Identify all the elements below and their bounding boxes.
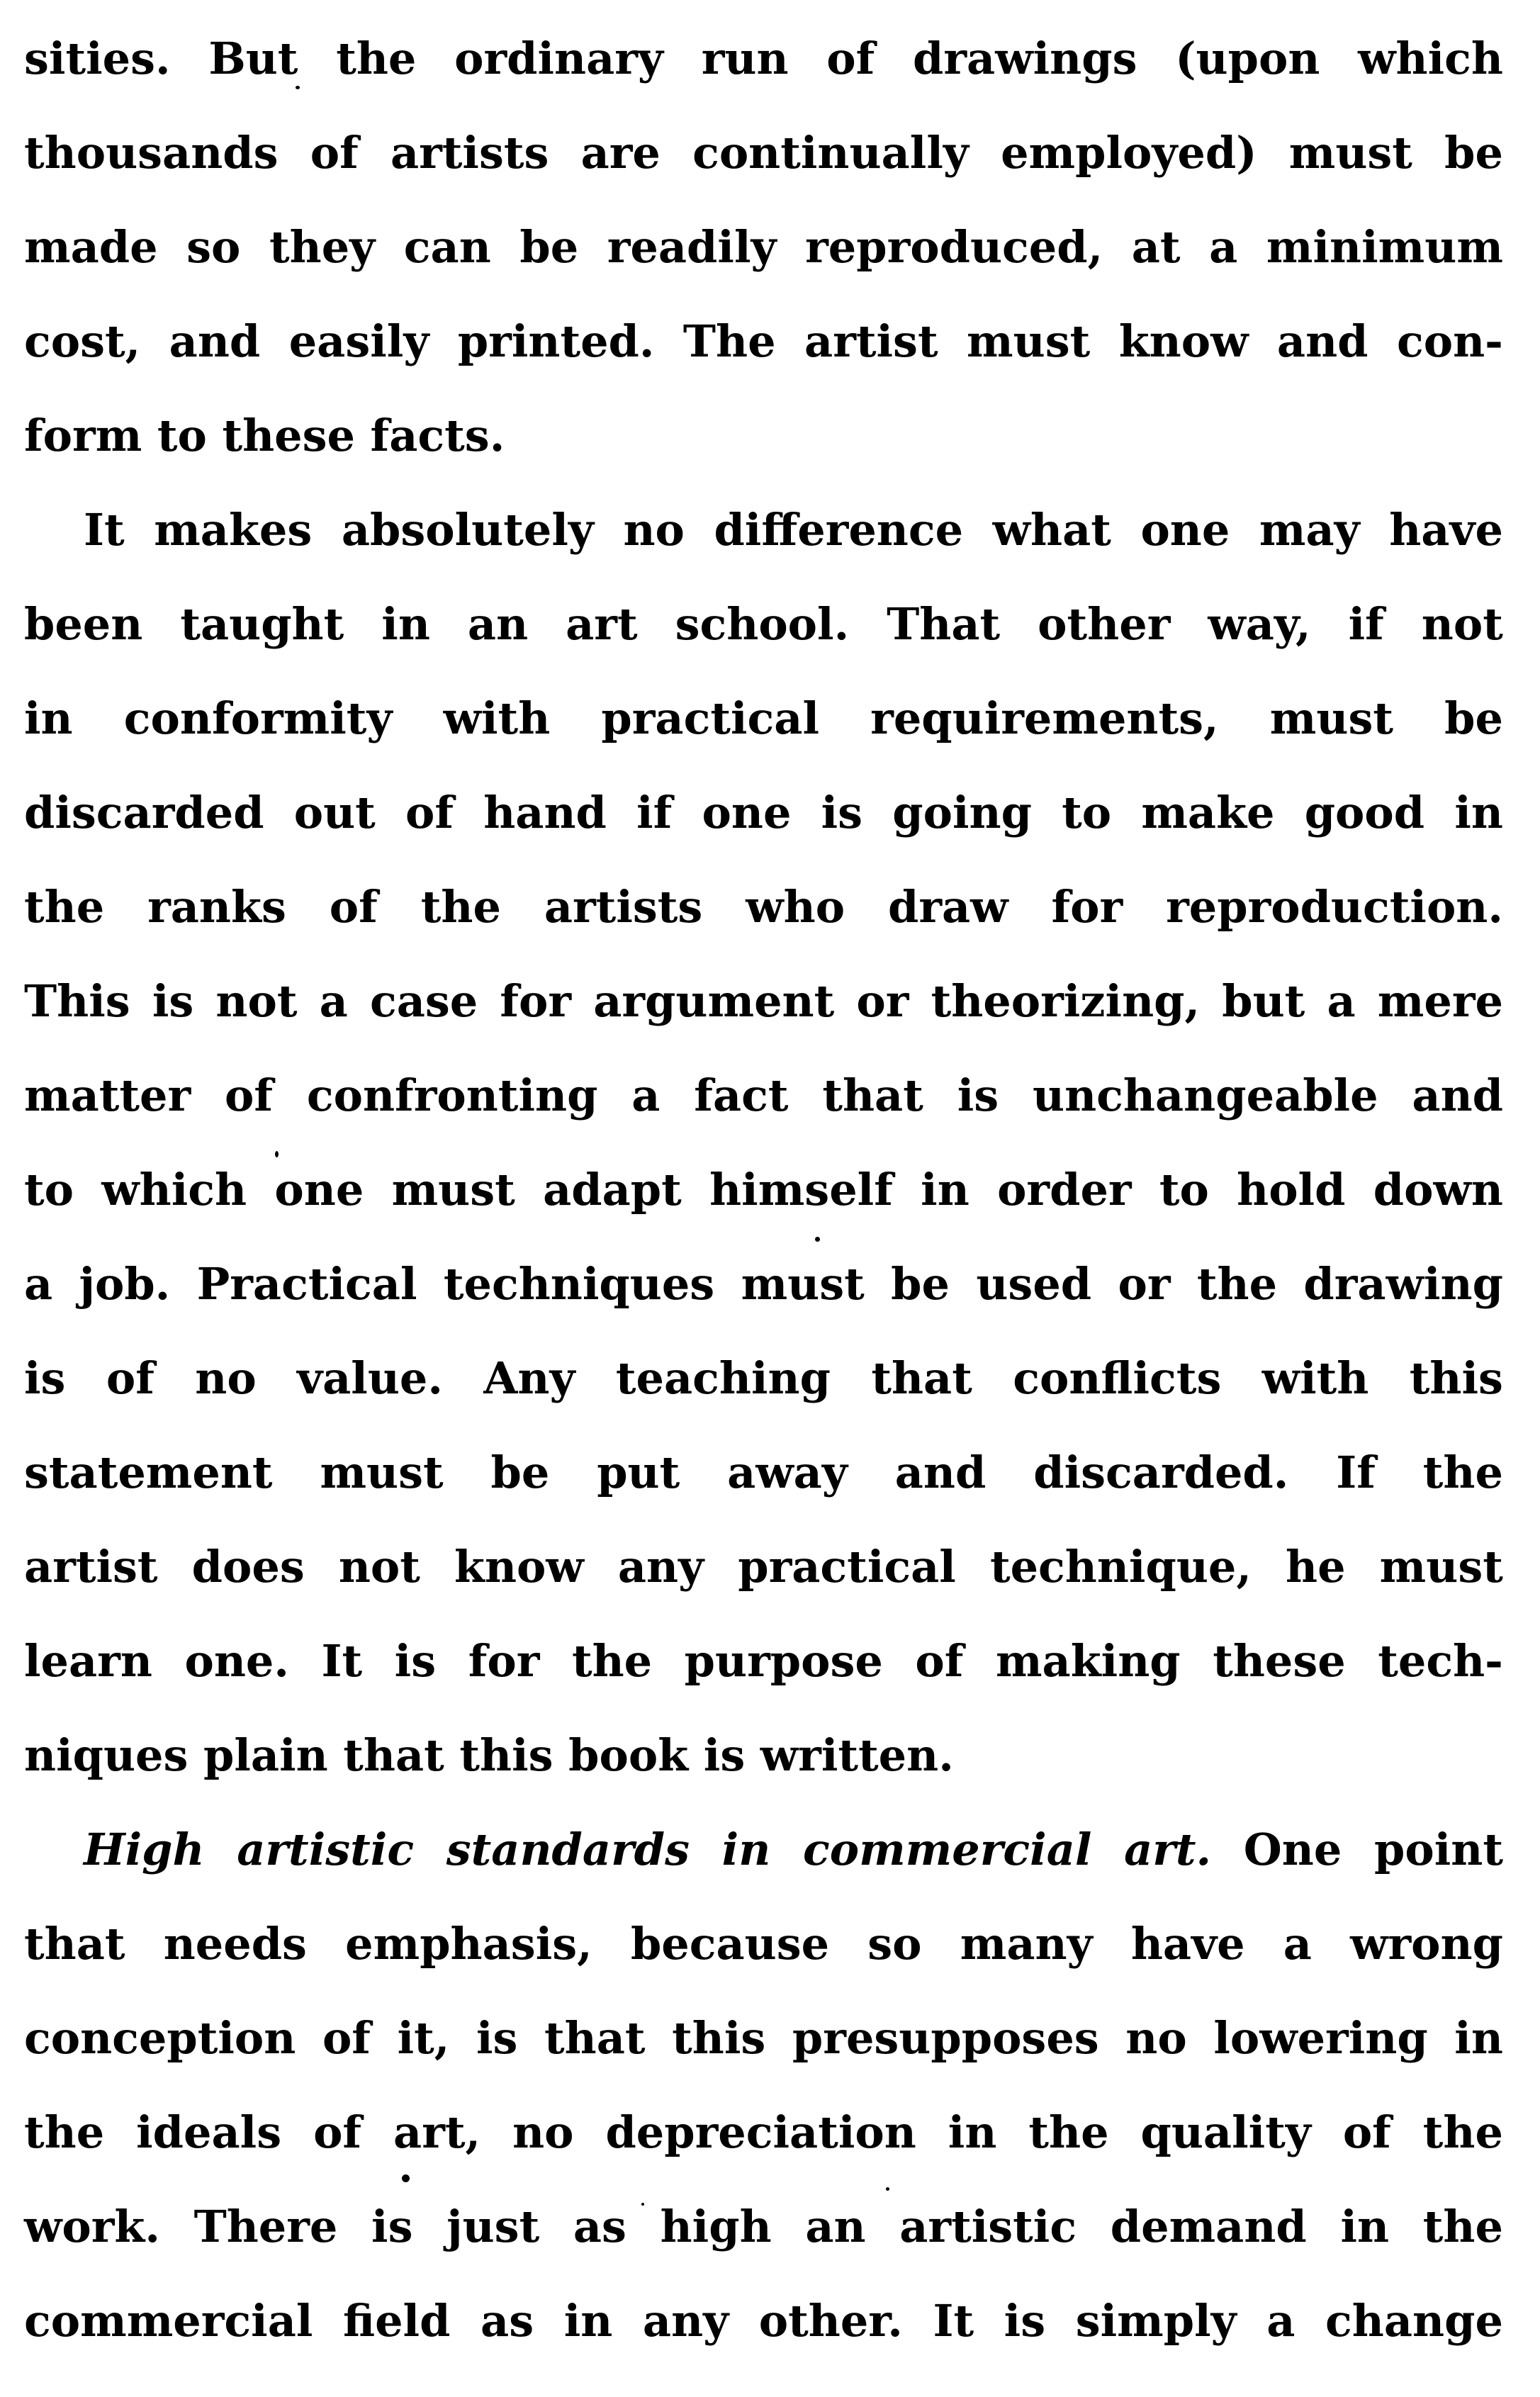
word: absolutely [341,504,594,556]
word: with [443,692,551,744]
word: to [1062,787,1112,838]
word: matter [24,1070,191,1121]
word: which [1358,33,1503,84]
word: have [1130,1918,1245,1970]
word: to [1159,1164,1209,1216]
word: artist [24,1541,158,1593]
word: other. [758,2295,903,2347]
word: be [1444,127,1503,179]
word: practical [601,692,820,744]
word: in [24,692,73,744]
word: unchangeable [1033,1070,1378,1121]
scan-speck [815,1237,820,1242]
word: no [1125,2012,1187,2064]
word: artist [804,315,938,367]
word: they [269,221,376,273]
word: a [1209,221,1238,273]
word: these [1213,1635,1346,1687]
word: made [24,221,158,273]
word: artists [390,127,549,179]
word: conception [24,2012,296,2064]
text-line [24,106,1503,200]
word: going [892,787,1032,838]
word: commercial [24,2295,313,2347]
word: a [1266,2295,1295,2347]
word: be [519,221,579,273]
word: which [101,1164,247,1216]
word: be [490,1447,550,1498]
word: point [1373,1824,1503,1875]
word: practical [738,1541,956,1593]
text-line [24,954,1503,1048]
word: presupposes [792,2012,1099,2064]
word: must [1269,692,1393,744]
text-line [24,1520,1503,1614]
text-line [24,2274,1503,2368]
word: a [24,1258,53,1310]
text-line [24,577,1503,671]
word: easily [288,315,429,367]
word: technique, [989,1541,1252,1593]
word: It [933,2295,974,2347]
text-line [24,1143,1503,1237]
word: and [1276,315,1368,367]
word: if [636,787,673,838]
word: no [623,504,685,556]
word: a [631,1070,661,1121]
word: must [1379,1541,1503,1593]
word: taught [180,598,344,650]
text-line [24,200,1503,294]
word: Practical [196,1258,417,1310]
word: of [826,33,875,84]
word: for [1051,881,1123,933]
word: who [746,881,845,933]
word: continually [692,127,969,179]
word: know [454,1541,584,1593]
text-line [24,765,1503,860]
text-line [24,1991,1503,2085]
word: good [1304,787,1425,838]
text-line [24,2179,1503,2274]
word: ranks [147,881,286,933]
word: case [369,975,478,1027]
word: emphasis, [345,1918,592,1970]
word: not [338,1541,420,1593]
word: cost, [24,315,141,367]
word: teaching [615,1352,831,1404]
word: in [1340,2201,1390,2252]
word: is [152,975,194,1027]
word: difference [714,504,964,556]
word: techniques [443,1258,715,1310]
word: but [1222,975,1305,1027]
word: art. [1124,1824,1212,1875]
word: standards [446,1824,690,1875]
word: requirements, [870,692,1219,744]
word: employed) [1001,127,1257,179]
word: drawings [913,33,1137,84]
word: of [313,2106,362,2158]
word: the [1196,1258,1278,1310]
word: The [682,315,776,367]
word: order [997,1164,1132,1216]
word: hand [483,787,607,838]
word: it, [397,2012,450,2064]
word: making [995,1635,1181,1687]
word: is [476,2012,518,2064]
word: Any [483,1352,575,1404]
text-line [24,1708,1503,1802]
word: is [24,1352,66,1404]
text-line [24,2085,1503,2179]
word: is [957,1070,999,1121]
word: an [467,598,529,650]
word: fact [694,1070,789,1121]
word: for [468,1635,540,1687]
word: field [343,2295,451,2347]
word: con- [1396,315,1503,367]
word: one. [184,1635,289,1687]
word: If [1336,1447,1376,1498]
word: minimum [1266,221,1503,273]
word: the [571,1635,653,1687]
word: that [822,1070,923,1121]
word: simply [1075,2295,1237,2347]
word: the [1028,2106,1109,2158]
text-segment: form to these facts. [24,410,505,461]
word: tech- [1378,1635,1503,1687]
word: of [106,1352,154,1404]
word: commercial [802,1824,1092,1875]
word: statement [24,1447,273,1498]
word: one [274,1164,364,1216]
word: artists [544,881,703,933]
word: It [321,1635,363,1687]
word: mere [1377,975,1503,1027]
text-line [24,1897,1503,1991]
word: run [701,33,789,84]
word: adapt [543,1164,682,1216]
word: thousands [24,127,279,179]
word: put [597,1447,680,1498]
text-line [24,294,1503,388]
word: work. [24,2201,160,2252]
word: the [420,881,501,933]
text-line [24,483,1503,577]
word: to [24,1164,74,1216]
word: used [976,1258,1092,1310]
word: that [24,1918,125,1970]
word: change [1325,2295,1503,2347]
word: be [1444,692,1503,744]
word: draw [887,881,1008,933]
word: of [310,127,359,179]
word: reproduction. [1166,881,1503,933]
word: may [1259,504,1360,556]
word: High [84,1824,205,1875]
word: printed. [457,315,655,367]
word: high [660,2201,772,2252]
word: ideals [136,2106,282,2158]
word: so [867,1918,922,1970]
word: is [394,1635,437,1687]
word: purpose [684,1635,883,1687]
word: because [630,1918,830,1970]
word: learn [24,1635,152,1687]
word: But [208,33,298,84]
word: so [186,221,241,273]
text-line [24,1425,1503,1520]
word: a [1327,975,1356,1027]
word: himself [709,1164,893,1216]
word: way, [1208,598,1311,650]
text-block [24,11,1503,2368]
word: and [1412,1070,1503,1121]
word: hold [1237,1164,1346,1216]
word: in [921,1164,969,1216]
word: at [1131,221,1181,273]
word: for [500,975,572,1027]
word: does [191,1541,305,1593]
word: what [992,504,1111,556]
word: a [1283,1918,1312,1970]
word: This [24,975,130,1027]
word: must [741,1258,865,1310]
word: any [642,2295,729,2347]
word: must [967,315,1091,367]
word: be [891,1258,950,1310]
word: have [1389,504,1503,556]
word: in [1454,2012,1503,2064]
word: of [1342,2106,1391,2158]
word: out [293,787,376,838]
word: and [894,1447,987,1498]
word: just [446,2201,540,2252]
word: must [1288,127,1412,179]
word: quality [1140,2106,1311,2158]
word: of [405,787,454,838]
word: in [381,598,430,650]
text-line [24,388,1503,483]
word: been [24,598,143,650]
word: confronting [306,1070,598,1121]
word: an [805,2201,866,2252]
word: artistic [237,1824,415,1875]
word: away [727,1447,848,1498]
word: make [1141,787,1275,838]
word: in [721,1824,771,1875]
word: are [580,127,661,179]
word: the [1422,1447,1503,1498]
word: wrong [1350,1918,1503,1970]
word: no [512,2106,574,2158]
word: theorizing, [931,975,1201,1027]
word: job. [79,1258,171,1310]
word: one [1140,504,1230,556]
text-line [24,1802,1503,1897]
word: discarded [24,787,264,838]
text-line [24,671,1503,765]
word: sities. [24,33,171,84]
word: depreciation [605,2106,916,2158]
word: the [1422,2106,1503,2158]
word: in [948,2106,997,2158]
word: other [1038,598,1171,650]
text-line [24,1614,1503,1708]
word: demand [1110,2201,1307,2252]
word: One [1243,1824,1342,1875]
word: that [871,1352,972,1404]
word: as [573,2201,626,2252]
word: with [1261,1352,1369,1404]
word: not [1421,598,1503,650]
word: the [24,881,105,933]
word: discarded. [1033,1447,1289,1498]
word: no [195,1352,257,1404]
scan-speck [886,2187,889,2191]
word: is [821,787,863,838]
word: know [1118,315,1249,367]
scan-speck [402,2174,410,2182]
word: the [1422,2201,1503,2252]
word: is [371,2201,413,2252]
word: school. [675,598,850,650]
text-segment: niques plain that this book is written. [24,1729,954,1781]
word: argument [593,975,835,1027]
word: this [672,2012,766,2064]
scan-speck [275,1151,279,1157]
text-line [24,1237,1503,1331]
word: ordinary [454,33,663,84]
word: conformity [123,692,393,744]
word: makes [154,504,313,556]
word: It [84,504,125,556]
scan-speck [641,2203,644,2206]
word: not [215,975,298,1027]
word: value. [297,1352,443,1404]
text-line [24,1048,1503,1143]
word: that [544,2012,646,2064]
word: art [566,598,638,650]
word: any [617,1541,704,1593]
word: as [480,2295,534,2347]
word: lowering [1213,2012,1428,2064]
word: a [319,975,348,1027]
word: can [403,221,491,273]
word: reproduced, [805,221,1103,273]
word: or [856,975,909,1027]
word: art, [393,2106,481,2158]
word: and [169,315,261,367]
word: of [225,1070,274,1121]
word: or [1118,1258,1171,1310]
word: artistic [899,2201,1077,2252]
word: (upon [1175,33,1320,84]
text-line [24,860,1503,954]
word: must [391,1164,515,1216]
word: of [322,2012,371,2064]
word: There [193,2201,338,2252]
word: drawing [1303,1258,1503,1310]
word: if [1348,598,1384,650]
scan-speck [296,86,300,89]
word: in [563,2295,613,2347]
word: in [1454,787,1503,838]
word: of [915,1635,964,1687]
text-line [24,11,1503,106]
word: conflicts [1013,1352,1222,1404]
word: must [320,1447,444,1498]
word: of [329,881,378,933]
word: one [702,787,792,838]
word: this [1409,1352,1503,1404]
word: the [24,2106,105,2158]
word: is [1004,2295,1046,2347]
word: many [960,1918,1093,1970]
word: readily [607,221,777,273]
word: the [336,33,417,84]
word: That [887,598,1001,650]
word: needs [163,1918,307,1970]
text-line [24,1331,1503,1425]
word: down [1373,1164,1503,1216]
word: he [1286,1541,1346,1593]
